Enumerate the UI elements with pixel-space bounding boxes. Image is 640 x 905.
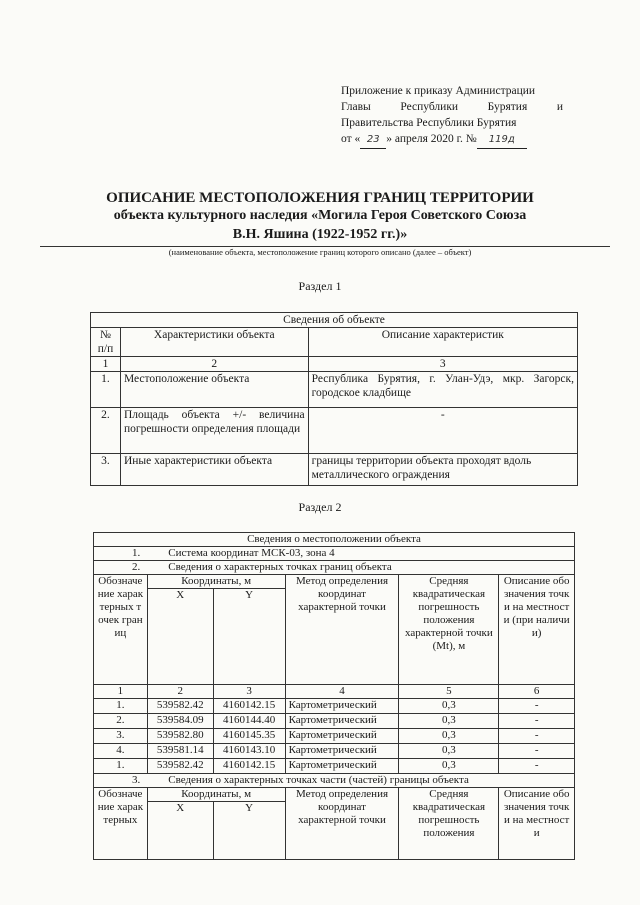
point-x: 539582.80 xyxy=(147,729,213,744)
col-header-point: Обозначение характерных xyxy=(94,788,148,860)
point-y: 4160145.35 xyxy=(213,729,285,744)
line-number: 1. xyxy=(132,547,141,559)
point-place: - xyxy=(499,729,575,744)
table-row xyxy=(94,699,575,714)
approval-date-mid: » апреля 2020 г. № xyxy=(386,133,477,145)
row-description: границы территории объекта проходят вдоль металлического ограждения xyxy=(308,454,577,486)
document-subtitle-2: В.Н. Яшина (1922-1952 гг.)» xyxy=(232,227,408,242)
approval-date-prefix: от « xyxy=(341,133,361,145)
index-cell: 2 xyxy=(120,357,308,372)
coordinates-table xyxy=(93,532,575,860)
col-header-point: Обозначение характерных точек границ xyxy=(94,575,148,685)
approval-line-1: Приложение к приказу Администрации xyxy=(341,85,536,97)
index-cell: 1 xyxy=(91,357,121,372)
line-number: 3. xyxy=(132,774,141,786)
row-characteristic: Площадь объекта +/- величина погрешности определения площади xyxy=(120,408,308,454)
row-number: 2. xyxy=(91,408,121,454)
table-caption: Сведения о местоположении объекта xyxy=(94,533,575,547)
approval-word: Бурятия xyxy=(487,101,528,113)
col-header-characteristics: Характеристики объекта xyxy=(120,328,308,357)
section-2-label: Раздел 2 xyxy=(298,500,342,514)
point-id: 1. xyxy=(94,699,148,714)
row-number: 3. xyxy=(91,454,121,486)
point-y: 4160142.15 xyxy=(213,699,285,714)
col-header-y: Y xyxy=(213,589,285,685)
row-characteristic: Местоположение объекта xyxy=(120,372,308,408)
approval-line-4 xyxy=(341,131,563,149)
point-place: - xyxy=(499,744,575,759)
point-x: 539582.42 xyxy=(147,699,213,714)
table-row xyxy=(91,372,578,408)
document-subtitle-1: объекта культурного наследия «Могила Героя Советского Союза xyxy=(113,208,527,223)
coordinate-system-text: Система координат МСК-03, зона 4 xyxy=(168,547,335,559)
table-row xyxy=(94,759,575,774)
approval-word: Главы xyxy=(341,101,371,113)
point-method: Картометрический xyxy=(285,699,399,714)
points-section-line xyxy=(94,561,575,575)
point-method: Картометрический xyxy=(285,729,399,744)
approval-line-3: Правительства Республики Бурятия xyxy=(341,117,517,129)
col-header-description: Описание характеристик xyxy=(308,328,577,357)
point-error: 0,3 xyxy=(399,699,499,714)
point-place: - xyxy=(499,759,575,774)
point-x: 539582.42 xyxy=(147,759,213,774)
row-number: 1. xyxy=(91,372,121,408)
points-section-text: Сведения о характерных точках границ объекта xyxy=(168,561,392,573)
col-header-method: Метод определения координат характерной точки xyxy=(285,788,399,860)
col-header-error: Средняя квадратическая погрешность положения характерной точки (Mt), м xyxy=(399,575,499,685)
point-place: - xyxy=(499,699,575,714)
approval-word: и xyxy=(556,101,563,113)
table-row xyxy=(91,454,578,486)
row-characteristic: Иные характеристики объекта xyxy=(120,454,308,486)
index-cell: 2 xyxy=(147,685,213,699)
object-info-table xyxy=(90,312,578,486)
handwritten-number: 119д xyxy=(477,132,527,149)
approval-word: Республики xyxy=(400,101,459,113)
col-header-y: Y xyxy=(213,802,285,860)
table-row xyxy=(91,408,578,454)
index-cell: 5 xyxy=(399,685,499,699)
col-header-no: № п/п xyxy=(91,328,121,357)
line-number: 2. xyxy=(132,561,141,573)
col-header-error: Средняя квадратическая погрешность положения xyxy=(399,788,499,860)
index-cell: 1 xyxy=(94,685,148,699)
index-cell: 6 xyxy=(499,685,575,699)
col-header-coordinates: Координаты, м xyxy=(147,788,285,802)
table-row xyxy=(94,714,575,729)
table-row xyxy=(94,744,575,759)
point-error: 0,3 xyxy=(399,714,499,729)
point-error: 0,3 xyxy=(399,729,499,744)
col-header-place: Описание обозначения точки на местности xyxy=(499,788,575,860)
part-points-section-line xyxy=(94,774,575,788)
point-x: 539581.14 xyxy=(147,744,213,759)
point-y: 4160143.10 xyxy=(213,744,285,759)
row-description: Республика Бурятия, г. Улан-Удэ, мкр. Загорск, городское кладбище xyxy=(308,372,577,408)
col-header-place: Описание обозначения точки на местности (при наличии) xyxy=(499,575,575,685)
index-cell: 4 xyxy=(285,685,399,699)
point-y: 4160142.15 xyxy=(213,759,285,774)
point-id: 1. xyxy=(94,759,148,774)
col-header-x: X xyxy=(147,802,213,860)
coordinate-system-line xyxy=(94,547,575,561)
table-row xyxy=(94,729,575,744)
handwritten-day: 23 xyxy=(360,132,386,149)
col-header-x: X xyxy=(147,589,213,685)
section-1-label: Раздел 1 xyxy=(298,279,342,293)
point-id: 4. xyxy=(94,744,148,759)
point-id: 2. xyxy=(94,714,148,729)
document-title: ОПИСАНИЕ МЕСТОПОЛОЖЕНИЯ ГРАНИЦ ТЕРРИТОРИИ xyxy=(106,190,534,206)
point-method: Картометрический xyxy=(285,714,399,729)
index-cell: 3 xyxy=(213,685,285,699)
point-error: 0,3 xyxy=(399,759,499,774)
point-id: 3. xyxy=(94,729,148,744)
col-header-coordinates: Координаты, м xyxy=(147,575,285,589)
point-y: 4160144.40 xyxy=(213,714,285,729)
approval-line-2 xyxy=(341,99,563,115)
point-method: Картометрический xyxy=(285,744,399,759)
index-cell: 3 xyxy=(308,357,577,372)
row-description: - xyxy=(308,408,577,454)
point-error: 0,3 xyxy=(399,744,499,759)
point-method: Картометрический xyxy=(285,759,399,774)
title-note: (наименование объекта, местоположение границ которого описано (далее – объект) xyxy=(168,247,472,257)
point-place: - xyxy=(499,714,575,729)
point-x: 539584.09 xyxy=(147,714,213,729)
col-header-method: Метод определения координат характерной точки xyxy=(285,575,399,685)
approval-block xyxy=(341,83,563,149)
table-caption: Сведения об объекте xyxy=(91,313,578,328)
part-points-section-text: Сведения о характерных точках части (частей) границы объекта xyxy=(168,774,469,786)
